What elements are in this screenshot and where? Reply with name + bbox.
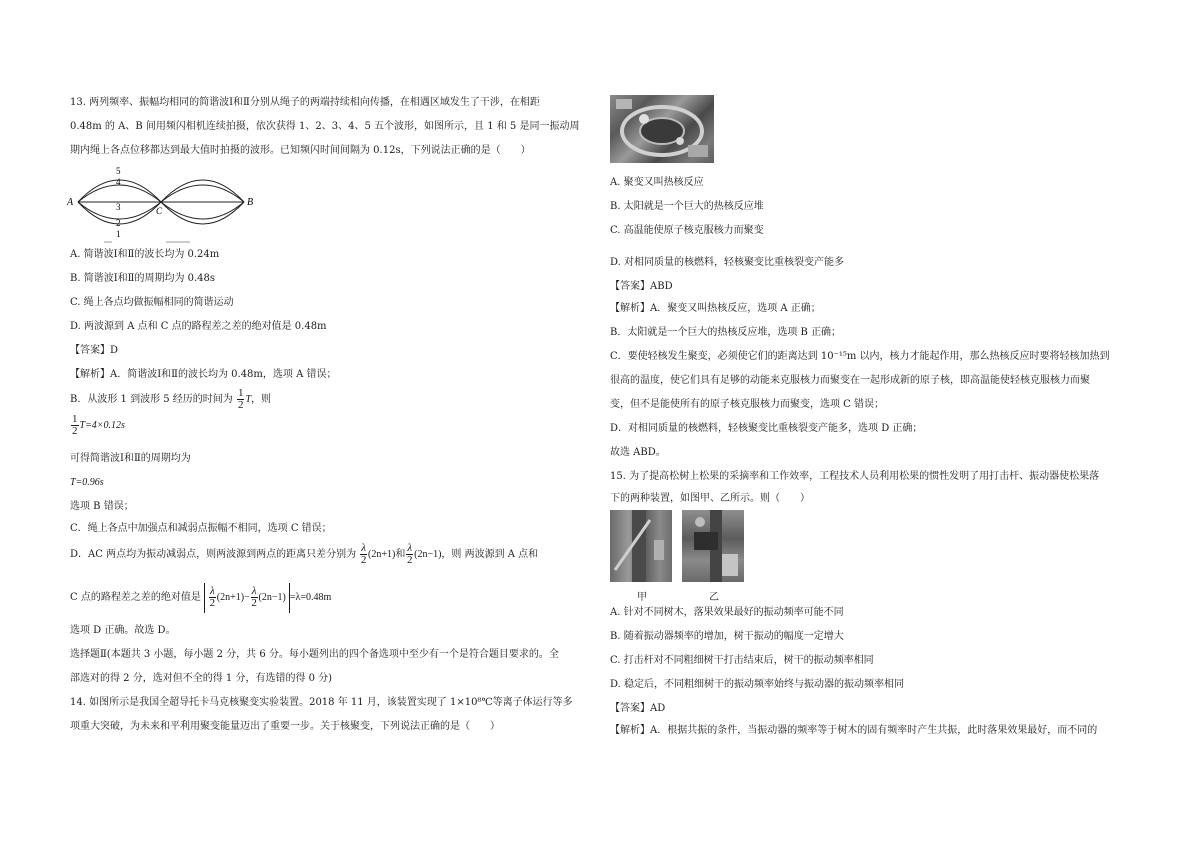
q13-analysis-d2-prefix: C 点的路程差之差的绝对值是 [70, 592, 201, 603]
q13-analysis-d-suffix: ，则 两波源到 A 点和 [441, 549, 539, 560]
lambda-3: λ [210, 584, 215, 597]
point-b-label: B [247, 197, 254, 208]
q14-stem-line-2: 项重大突破，为未来和平利用聚变能量迈出了重要一步。关于核聚变，下列说法正确的是（ ） [70, 721, 500, 732]
q14-analysis-6: D．对相同质量的核燃料，轻核聚变比重核裂变产能多，选项 D 正确； [610, 423, 923, 434]
q13-d-correct: 选项 D 正确。故选 D。 [70, 625, 176, 636]
q15-stem-line-1: 15. 为了提高松树上松果的采摘率和工作效率，工程技术人员利用松果的惯性发明了用打击杆、振动器使松果落 [610, 471, 1100, 482]
q15-stem-line-2: 下的两种装置，如图甲、乙所示。则（ ） [610, 493, 810, 504]
q13-b-wrong: 选项 B 错误； [70, 501, 134, 512]
q13-analysis-b-suffix: ，则 [251, 394, 272, 405]
tokamak-photo [610, 95, 714, 163]
point-c-label: C [156, 206, 163, 216]
two-1: 2 [360, 554, 367, 566]
abs-term1: (2n+1) [216, 591, 245, 603]
lambda-1: λ [361, 542, 367, 554]
q14-option-c: C. 高温能使原子核克服核力而聚变 [610, 225, 764, 236]
q13-eq1-line [70, 414, 125, 437]
q15-analysis-1: 【解析】A．根据共振的条件，当振动器的频率等于树木的固有频率时产生共振，此时落果效果最好，而不同的 [610, 725, 1098, 736]
two-3: 2 [209, 596, 216, 609]
half-num-eq: 1 [72, 413, 78, 425]
half-den-eq: 2 [72, 425, 78, 437]
period-var: T [245, 394, 252, 405]
q13-option-d: D. 两波源到 A 点和 C 点的路程差之差的绝对值是 0.48m [70, 321, 327, 332]
q14-analysis-2: B．太阳就是一个巨大的热核反应堆，选项 B 正确； [610, 327, 842, 338]
d-term2: (2n−1) [414, 549, 442, 560]
q14-option-a: A. 聚变又叫热核反应 [610, 177, 704, 188]
q15-option-c: C. 打击杆对不同粗细树干打击结束后，树干的振动频率相同 [610, 655, 874, 666]
photo-jia-detail [610, 510, 672, 582]
tokamak-photo-detail [610, 95, 714, 163]
photo-yi-detail [682, 510, 744, 582]
q14-analysis-1: 【解析】A．聚变又叫热核反应，选项 A 正确； [610, 303, 821, 314]
wave-label-2: 2 [116, 218, 121, 228]
half-num: 1 [237, 387, 244, 399]
section2-line-2: 部选对的得 2 分，选对但不全的得 1 分，有选错的得 0 分) [70, 673, 333, 684]
q15-option-d: D. 稳定后，不同粗细树干的振动频率始终与振动器的振动频率相同 [610, 679, 905, 690]
q14-analysis-4: 很高的温度，使它们具有足够的动能来克服核力而聚变在一起形成新的原子核，即高温能使轻核克服核力而聚 [610, 375, 1090, 386]
d-and: 和 [395, 549, 406, 560]
q14-option-b: B. 太阳就是一个巨大的热核反应堆 [610, 201, 764, 212]
q13-period-line: 可得简谐波Ⅰ和Ⅱ的周期均为 [70, 453, 191, 464]
section2-line-1: 选择题Ⅱ(本题共 3 小题，每小题 2 分，共 6 分。每小题列出的四个备选项中至少有一个是符合题目要求的。全 [70, 649, 559, 660]
q13-analysis-a: 【解析】A．简谐波Ⅰ和Ⅱ的波长均为 0.48m，选项 A 错误； [70, 369, 337, 380]
abs-term2: (2n−1) [258, 591, 286, 603]
half-fraction-eq [71, 414, 79, 437]
q13-stem-line-2: 0.48m 的 A、B 间用频闪相机连续拍摄，依次获得 1、2、3、4、5 五个波形，如图所示，且 1 和 5 是同一振动周 [70, 121, 580, 132]
wave-label-3: 3 [116, 202, 121, 212]
lambda-half-2 [406, 543, 413, 566]
abs-result: =λ=0.48m [289, 592, 332, 603]
two-4: 2 [251, 596, 257, 609]
q13-analysis-b-prefix: B．从波形 1 到波形 5 经历的时间为 [70, 394, 233, 405]
q14-analysis-5: 变，但不是能使所有的原子核克服核力而聚变，选项 C 错误； [610, 399, 885, 410]
abs-expression [204, 583, 290, 613]
wave-label-4: 4 [116, 177, 121, 187]
photo-yi [682, 510, 744, 582]
q13-analysis-b [70, 388, 271, 411]
q13-option-c: C. 绳上各点均做振幅相同的简谐运动 [70, 297, 234, 308]
q15-answer: 【答案】AD [610, 703, 666, 714]
photo-jia [610, 510, 672, 582]
q14-answer: 【答案】ABD [610, 281, 673, 292]
q14-analysis-7: 故选 ABD。 [610, 447, 666, 458]
q13-answer: 【答案】D [70, 345, 119, 356]
q13-analysis-d2 [70, 580, 331, 616]
wave-label-1: 1 [116, 229, 121, 239]
q14-stem-line-1: 14. 如图所示是我国全超导托卡马克核聚变实验装置。2018 年 11 月，该装置实现了 1×10⁸℃等离子体运行等多 [70, 697, 573, 708]
abs-minus: − [244, 591, 250, 603]
q13-eq2: T=0.96s [70, 477, 104, 488]
q13-analysis-c: C．绳上各点中加强点和减弱点振幅不相同，选项 C 错误； [70, 523, 332, 534]
lambda-4: λ [251, 584, 257, 597]
half-den: 2 [237, 399, 244, 411]
q15-option-a: A. 针对不同树木，落果效果最好的振动频率可能不同 [610, 607, 844, 618]
q15-option-b: B. 随着振动器频率的增加，树干振动的幅度一定增大 [610, 631, 844, 642]
lambda-half-1 [360, 543, 367, 566]
lambda-half-3 [209, 586, 216, 609]
two-2: 2 [406, 554, 413, 566]
q13-analysis-d-prefix: D．AC 两点均为振动减弱点，则两波源到两点的距离只差分别为 [70, 549, 357, 560]
lambda-2: λ [407, 542, 413, 554]
half-fraction [237, 388, 245, 411]
q14-option-d: D. 对相同质量的核燃料，轻核聚变比重核裂变产能多 [610, 257, 845, 268]
caption-jia: 甲 [637, 592, 647, 603]
caption-yi: 乙 [709, 592, 719, 603]
lambda-half-4 [251, 586, 258, 609]
q13-analysis-d [70, 540, 538, 570]
q13-option-b: B. 简谐波Ⅰ和Ⅱ的周期均为 0.48s [70, 273, 216, 284]
eq1: T=4×0.12s [79, 420, 125, 431]
point-a-label: A [67, 197, 74, 208]
q13-option-a: A. 简谐波Ⅰ和Ⅱ的波长均为 0.24m [70, 249, 220, 260]
wave-figure [64, 160, 264, 244]
q14-analysis-3: C．要使轻核发生聚变，必须使它们的距离达到 10⁻¹⁵m 以内，核力才能起作用，那么热核反应时要将轻核加热到 [610, 351, 1110, 362]
d-term1: (2n+1) [368, 549, 396, 560]
q13-stem-line-3: 期内绳上各点位移都达到最大值时拍摄的波形。已知频闪时间间隔为 0.12s，下列说法正确的是（ ） [70, 145, 531, 156]
wave-label-5: 5 [116, 166, 121, 176]
q13-stem-line-1: 13. 两列频率、振幅均相同的简谐波Ⅰ和Ⅱ分别从绳子的两端持续相向传播，在相遇区域发生了干涉，在相距 [70, 97, 540, 108]
